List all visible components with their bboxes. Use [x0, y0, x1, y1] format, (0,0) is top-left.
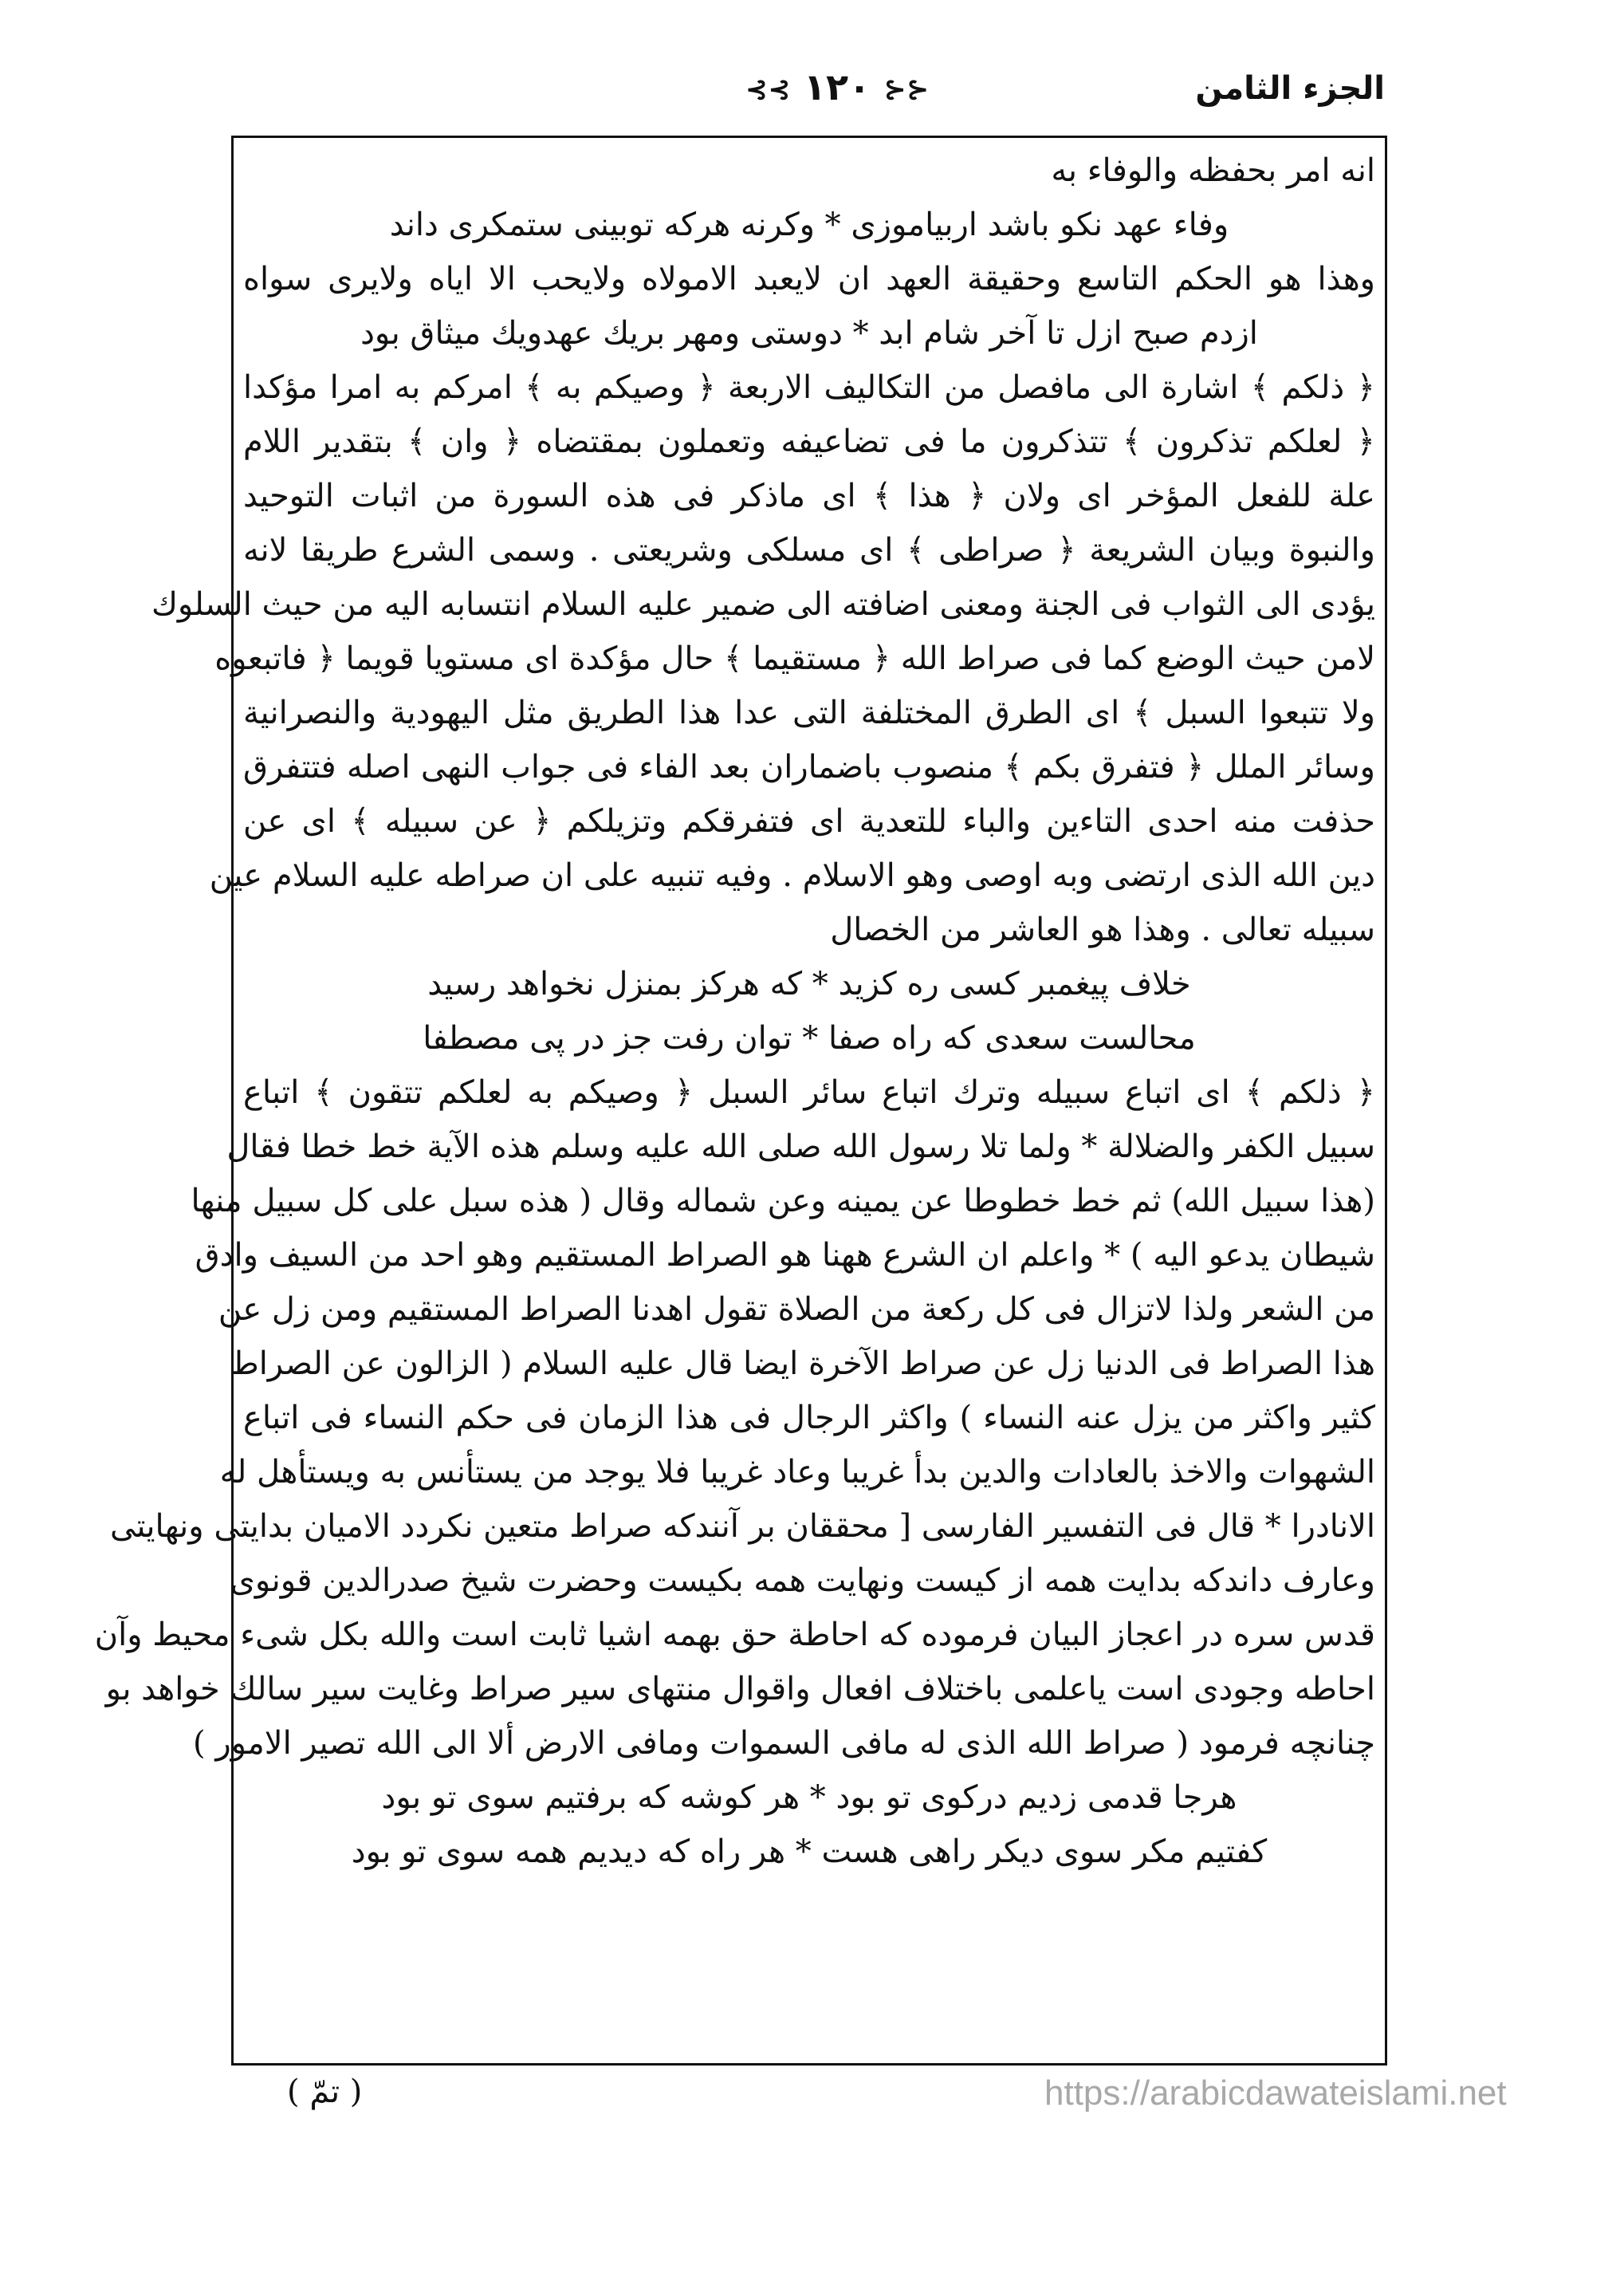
text-line: كثير واكثر من يزل عنه النساء ) واكثر الرجال فى هذا الزمان فى حكم النساء فى اتباع: [243, 1400, 1375, 1436]
text-line: (هذا سبيل الله) ثم خط خطوطا عن يمينه وعن شماله وقال ( هذه سبل على كل سبيل منها: [191, 1183, 1375, 1219]
text-body: [94, 144, 1376, 1879]
text-line: هذا الصراط فى الدنيا زل عن صراط الآخرة ايضا قال عليه السلام ( الزالون عن الصراط: [229, 1345, 1375, 1382]
text-line: سبيله تعالى . وهذا هو العاشر من الخصال: [830, 912, 1375, 948]
left-ornament: ⊰⊰: [745, 73, 791, 106]
text-line: لامن حيث الوضع كما فى صراط الله ﴿ مستقيما ﴾ حال مؤكدة اى مستويا قويما ﴿ فاتبعوه: [214, 640, 1375, 677]
text-line: قدس سره در اعجاز البيان فرموده كه احاطة حق بهمه اشيا ثابت است والله بكل شىء محيط وآن: [94, 1617, 1375, 1653]
right-ornament: ⊱⊱: [883, 73, 930, 106]
text-line: وهذا هو الحكم التاسع وحقيقة العهد ان لايعبد الامولاه ولايحب الا اياه ولايرى سواه: [243, 261, 1375, 297]
text-line: شيطان يدعو اليه ) * واعلم ان الشرع ههنا هو الصراط المستقيم وهو احد من السيف وادق: [195, 1237, 1375, 1274]
text-line: انه امر بحفظه والوفاء به: [1051, 152, 1375, 189]
text-line: ﴿ ذلكم ﴾ اى اتباع سبيله وترك اتباع سائر السبل ﴿ وصيكم به لعلكم تتقون ﴾ اتباع: [243, 1074, 1375, 1111]
text-line: احاطه وجودى است ياعلمى باختلاف افعال واقوال منتهاى سير صراط وغايت سير سالك خواهد بو: [105, 1671, 1375, 1707]
verse-line: ازدم صبح ازل تا آخر شام ابد * دوستى ومهر بريك عهدويك ميثاق بود: [360, 315, 1258, 352]
text-line: وسائر الملل ﴿ فتفرق بكم ﴾ منصوب باضماران بعد الفاء فى جواب النهى اصله فتتفرق: [243, 749, 1375, 786]
text-line: ﴿ ذلكم ﴾ اشارة الى مافصل من التكاليف الاربعة ﴿ وصيكم به ﴾ امركم به امرا مؤكدا: [243, 369, 1375, 406]
watermark-url: https://arabicdawateislami.net: [1044, 2073, 1507, 2113]
volume-label: الجزء الثامن: [1195, 70, 1385, 107]
verse-line: كفتيم مكر سوى ديكر راهى هست * هر راه كه ديديم همه سوى تو بود: [351, 1833, 1268, 1870]
text-line: چنانچه فرمود ( صراط الله الذى له مافى السموات ومافى الارض ألا الى الله تصير الامور ): [193, 1725, 1375, 1762]
page-number-text: ١٢٠: [803, 65, 871, 108]
verse-line: خلاف پيغمبر كسى ره كزيد * كه هركز بمنزل نخواهد رسيد: [427, 966, 1191, 1002]
text-line: دين الله الذى ارتضى وبه اوصى وهو الاسلام . وفيه تنبيه على ان صراطه عليه السلام عين: [209, 857, 1375, 894]
text-line: سبيل الكفر والضلالة * ولما تلا رسول الله صلى الله عليه وسلم هذه الآية خط خطا فقال: [226, 1128, 1375, 1165]
text-line: ﴿ لعلكم تذكرون ﴾ تتذكرون ما فى تضاعيفه وتعملون بمقتضاه ﴿ وان ﴾ بتقدير اللام: [243, 423, 1375, 460]
verse-line: محالست سعدى كه راه صفا * توان رفت جز در پى مصطفا: [423, 1020, 1196, 1057]
footer-mark: ( تمّ ): [287, 2073, 363, 2110]
text-line: الانادرا * قال فى التفسير الفارسى [ محققان بر آنندكه صراط متعين نكردد الاميان بدايتى ونهايتى: [109, 1508, 1375, 1545]
verse-line: وفاء عهد نكو باشد اربياموزى * وكرنه هركه توبينى ستمكرى داند: [389, 207, 1229, 243]
page-number: [718, 65, 957, 108]
text-line: من الشعر ولذا لاتزال فى كل ركعة من الصلاة تقول اهدنا الصراط المستقيم ومن زل عن: [218, 1291, 1375, 1328]
text-line: يؤدى الى الثواب فى الجنة ومعنى اضافته الى ضمير عليه السلام انتسابه اليه من حيث السلوك: [151, 586, 1375, 623]
verse-line: هرجا قدمى زديم دركوى تو بود * هر كوشه كه برفتيم سوى تو بود: [381, 1779, 1237, 1816]
text-line: والنبوة وبيان الشريعة ﴿ صراطى ﴾ اى مسلكى وشريعتى . وسمى الشرع طريقا لانه: [243, 532, 1375, 569]
text-line: ولا تتبعوا السبل ﴾ اى الطرق المختلفة التى عدا هذا الطريق مثل اليهودية والنصرانية: [243, 695, 1376, 731]
text-line: علة للفعل المؤخر اى ولان ﴿ هذا ﴾ اى ماذكر فى هذه السورة من اثبات التوحيد: [243, 478, 1375, 514]
text-line: وعارف داندكه بدايت همه از كيست ونهايت همه بكيست وحضرت شيخ صدرالدين قونوى: [230, 1562, 1375, 1599]
text-line: حذفت منه احدى التاءين والباء للتعدية اى فتفرقكم وتزيلكم ﴿ عن سبيله ﴾ اى عن: [243, 803, 1375, 840]
text-line: الشهوات والاخذ بالعادات والدين بدأ غريبا وعاد غريبا فلا يوجد من يستأنس به ويستأهل له: [219, 1454, 1375, 1491]
